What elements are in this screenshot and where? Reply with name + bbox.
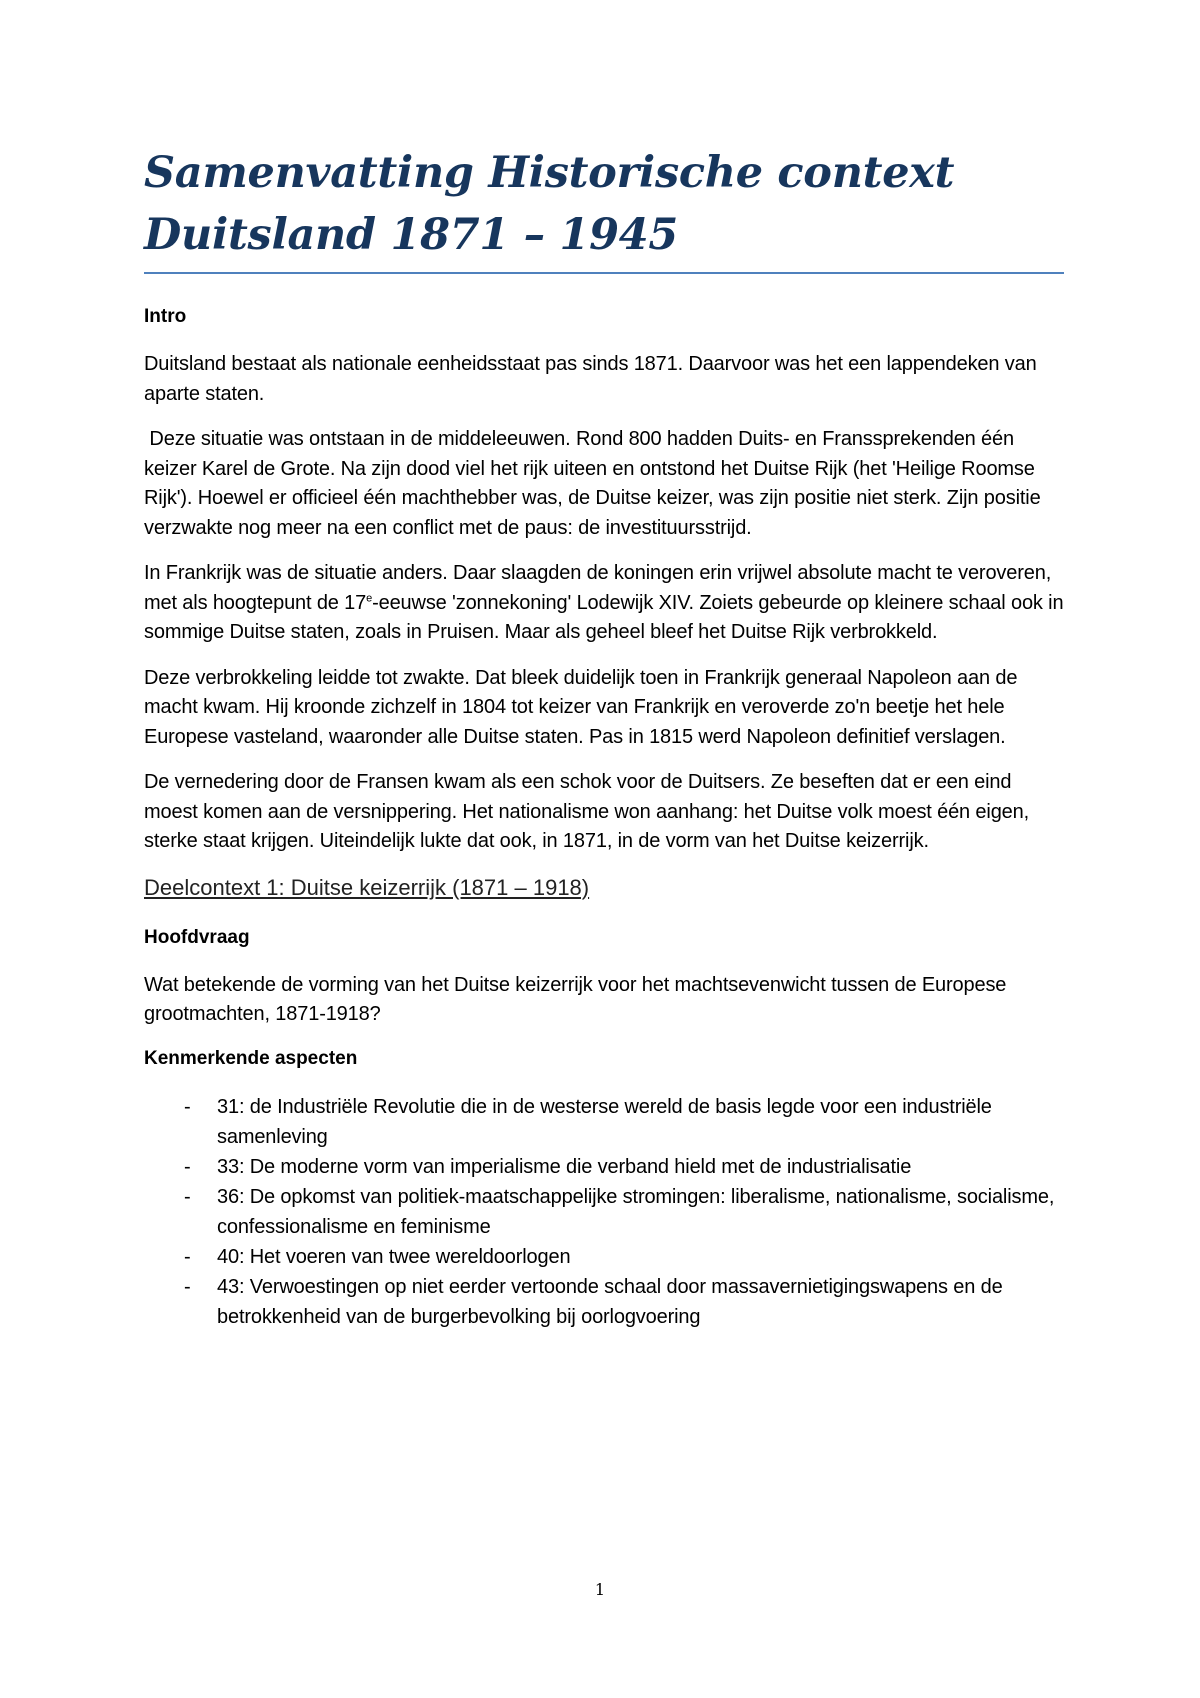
list-dash: - <box>184 1185 191 1208</box>
hoofdvraag-text: Wat betekende de vorming van het Duitse keizerrijk voor het machtsevenwicht tussen de Europese grootmachten, 1871-1918? <box>144 973 1007 1025</box>
list-dash: - <box>184 1275 191 1298</box>
paragraph-5: De vernedering door de Fransen kwam als een schok voor de Duitsers. Ze beseften dat er een eind moest komen aan de versnippering. Het nationalisme won aanhang: het Duitse volk moest één eigen, sterke staat krijgen. Uiteindelijk lukte dat ook, in 1871, in de vorm van het Duitse keizerrijk. <box>144 771 1030 852</box>
paragraph-1: Duitsland bestaat als nationale eenheidsstaat pas sinds 1871. Daarvoor was het een lappendeken van aparte staten. <box>144 353 1037 405</box>
list-item <box>144 1242 1064 1272</box>
intro-heading: Intro <box>144 306 187 327</box>
list-item-text: 31: de Industriële Revolutie die in de westerse wereld de basis legde voor een industriële samenleving <box>217 1095 992 1148</box>
list-item <box>144 1182 1064 1242</box>
list-item <box>144 1272 1064 1332</box>
list-item-text: 43: Verwoestingen op niet eerder vertoonde schaal door massavernietigingswapens en de betrokkenheid van de burgerbevolking bij oorlogvoering <box>217 1275 1003 1328</box>
paragraph-3-part-2: -eeuwse 'zonnekoning' Lodewijk XIV. Zoiets gebeurde op kleinere schaal ook in sommige Duitse staten, zoals in Pruisen. Maar als geheel bleef het Duitse Rijk verbrokkeld. <box>144 591 1064 643</box>
document-title-line-1: Samenvatting Historische context <box>144 148 955 198</box>
section-heading-deelcontext-1: Deelcontext 1: Duitse keizerrijk (1871 – 1918) <box>144 874 590 900</box>
document-content <box>144 142 1064 1332</box>
kenmerkende-aspecten-heading: Kenmerkende aspecten <box>144 1047 358 1069</box>
list-item <box>144 1092 1064 1152</box>
hoofdvraag-heading: Hoofdvraag <box>144 926 250 948</box>
page-number: 1 <box>594 1580 606 1599</box>
list-dash: - <box>184 1095 191 1118</box>
ordinal-superscript: e <box>366 591 373 604</box>
paragraph-3-part-1: In Frankrijk was de situatie anders. Daar slaagden de koningen erin vrijwel absolute macht te veroveren, met als hoogtepunt de 17 <box>144 562 1052 614</box>
kenmerkende-aspecten-list <box>144 1092 1064 1332</box>
paragraph-4: Deze verbrokkeling leidde tot zwakte. Dat bleek duidelijk toen in Frankrijk generaal Napoleon aan de macht kwam. Hij kroonde zichzelf in 1804 tot keizer van Frankrijk en veroverde zo'n beetje het hele Europese vasteland, waaronder alle Duitse staten. Pas in 1815 werd Napoleon definitief verslagen. <box>144 666 1018 748</box>
paragraph-3 <box>144 559 1064 648</box>
document-title <box>144 142 1064 266</box>
list-item-text: 33: De moderne vorm van imperialisme die verband hield met de industrialisatie <box>217 1155 912 1178</box>
list-item-text: 36: De opkomst van politiek-maatschappelijke stromingen: liberalisme, nationalisme, socialisme, confessionalisme en feminisme <box>217 1185 1055 1238</box>
document-title-line-2: Duitsland 1871 – 1945 <box>144 210 678 260</box>
list-dash: - <box>184 1245 191 1268</box>
list-item-text: 40: Het voeren van twee wereldoorlogen <box>217 1245 571 1268</box>
paragraph-2: Deze situatie was ontstaan in de middeleeuwen. Rond 800 hadden Duits- en Franssprekenden één keizer Karel de Grote. Na zijn dood viel het rijk uiteen en ontstond het Duitse Rijk (het 'Heilige Roomse Rijk'). Hoewel er officieel één machthebber was, de Duitse keizer, was zijn positie niet sterk. Zijn positie verzwakte nog meer na een conflict met de paus: de investituursstrijd. <box>144 428 1046 539</box>
list-item <box>144 1152 1064 1182</box>
list-dash: - <box>184 1155 191 1178</box>
title-underline-rule <box>144 272 1064 274</box>
